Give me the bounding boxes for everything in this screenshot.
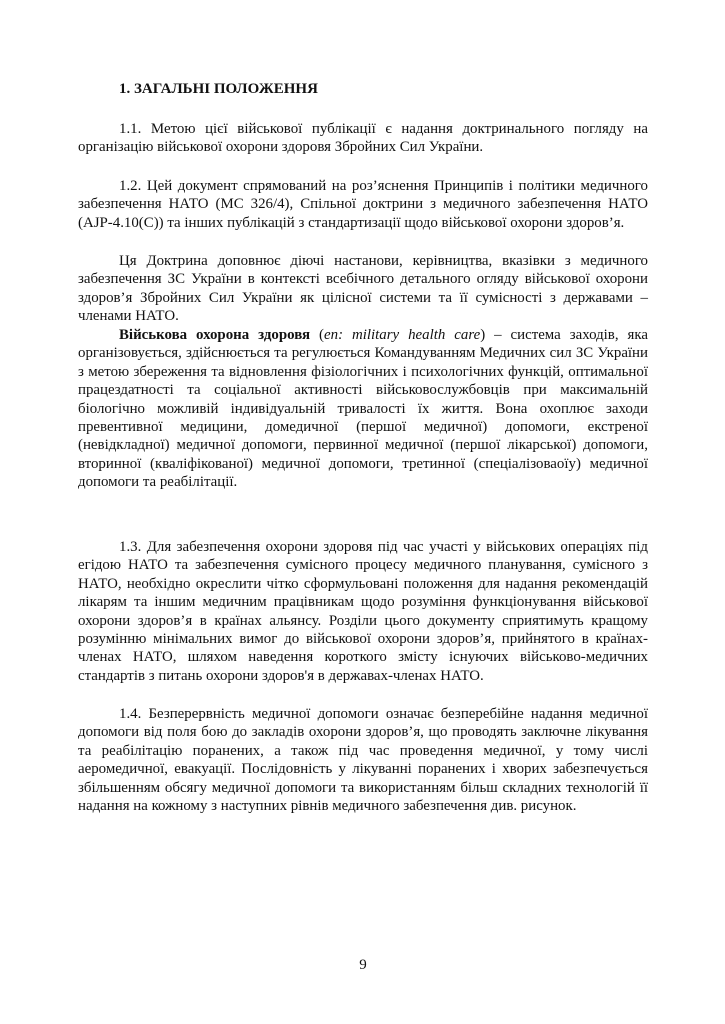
definition-text: ) – система заходів, яка організовується, здійснюється та регулюється Командуванням Медичних сил ЗС України з метою збереження та відновлення фізіологічних і психологічних функцій, оптимальної працездатності та соціальної активності військовослужбовців при максимальній біологічно можливій індивідуальній тривалості їх життя. Вона охоплює заходи превентивної медицини, домедичної (першої медичної) допомоги, екстреної (невідкладної) медичної допомоги, первинної медичної (першої лікарської) допомоги, вторинної (кваліфікованої) медичної допомоги, третинної (спеціалізоваоїу) медичної допомоги та реабілітації.: [78, 327, 648, 491]
definition-english-term: en: military health care: [324, 327, 481, 343]
definition-term: Військова охорона здоровя: [119, 327, 311, 343]
paragraph-doctrine: Ця Доктрина доповнює діючі настанови, керівництва, вказівки з медичного забезпечення ЗС України в контексті всебічного детального огляду військової охорони здоров’я Збройних Сил України як цілісної системи та її сумісності з державами – членами НАТО.: [78, 253, 648, 325]
section-heading: 1. ЗАГАЛЬНІ ПОЛОЖЕННЯ: [119, 81, 318, 97]
document-page: [78, 0, 648, 1024]
paragraph-1-1: 1.1. Метою цієї військової публікації є надання доктринального погляду на організацію військової охорони здоровя Збройних Сил України.: [78, 121, 648, 156]
paragraph-1-4: 1.4. Безперервність медичної допомоги означає безперебійне надання медичної допомоги від поля бою до закладів охорони здоров’я, що проводять заключне лікування та реабілітацію поранених, а також під час проведення медичної, у тому числі аеромедичної, евакуації. Послідовність у лікуванні поранених і хворих забезпечується збільшенням обсягу медичної допомоги та використанням більш складних технологій її надання на кожному з наступних рівнів медичного забезпечення див. рисунок.: [78, 706, 648, 815]
paragraph-1-3: 1.3. Для забезпечення охорони здоровя під час участі у військових операціях під егідою НАТО та забезпечення сумісного процесу медичного планування, сумісного з НАТО, необхідно окреслити чітко сформульовані положення для надання рекомендацій лікарям та іншим медичним працівникам щодо розуміння функціонування військової охорони здоров’я в країнах альянсу. Розділи цього документу сприятимуть кращому розумінню мінімальних вимог до військової охорони здоров’я, прийнятого в країнах-членах НАТО, шляхом наведення короткого змісту існуючих військово-медичних стандартів з питань охорони здоров'я в державах-членах НАТО.: [78, 539, 648, 684]
paragraph-definition: [78, 326, 648, 492]
page-number: 9: [359, 957, 367, 973]
paragraph-1-2: 1.2. Цей документ спрямований на роз’яснення Принципів і політики медичного забезпечення НАТО (MC 326/4), Спільної доктрини з медичного забезпечення НАТО (AJP-4.10(C)) та інших публікацій з стандартизації щодо військової охорони здоров’я.: [78, 178, 648, 231]
definition-open: (: [310, 327, 325, 343]
